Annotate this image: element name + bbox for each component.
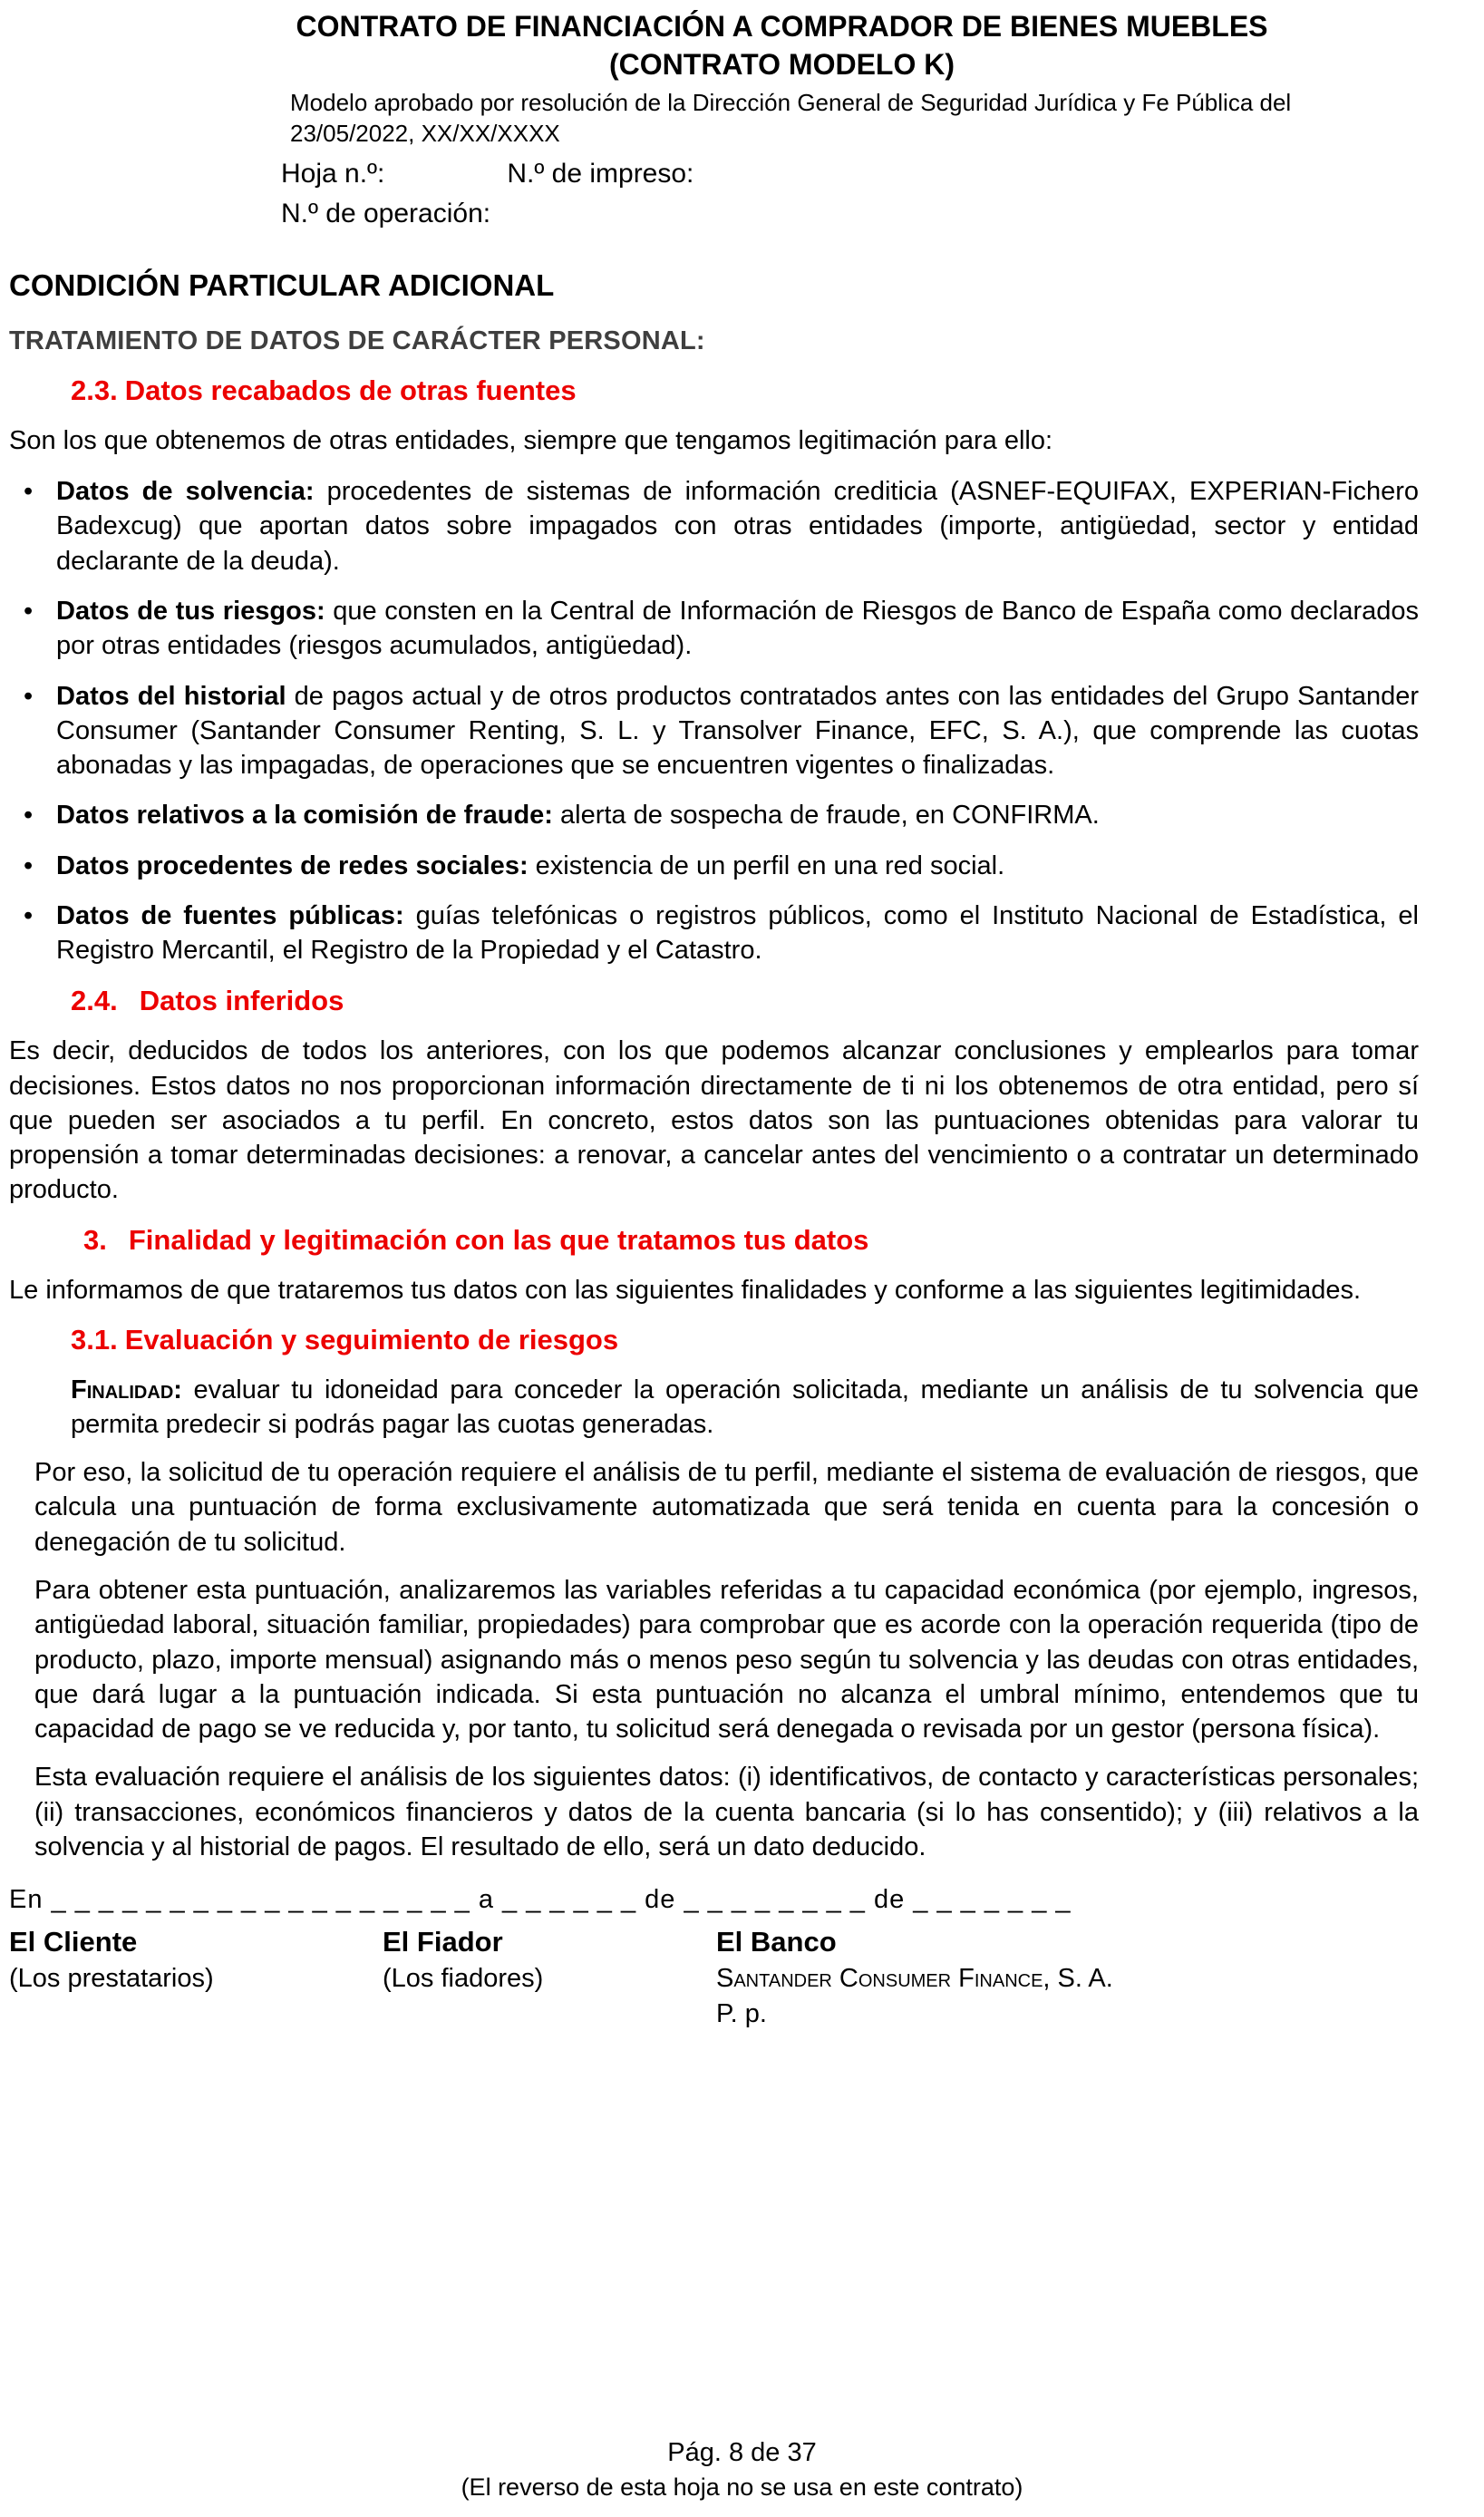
heading-2-4 <box>9 983 1419 1020</box>
page-footer <box>0 2435 1484 2504</box>
purpose-intro-paragraph: Le informamos de que trataremos tus datos con las siguientes finalidades y conforme a las siguientes legitimidades. <box>9 1275 1362 1305</box>
other-sources-list <box>9 474 1419 967</box>
other-sources-intro: Son los que obtenemos de otras entidades, siempre que tengamos legitimación para ello: <box>9 425 1053 455</box>
guarantor-title: El Fiador <box>383 1926 503 1958</box>
bullet-text: existencia de un perfil en una red social. <box>528 850 1005 880</box>
operation-number-label: N.º de operación: <box>281 198 491 228</box>
heading-2-3 <box>9 373 1419 410</box>
bullet-lead: Datos de solvencia: <box>56 477 315 507</box>
finalidad-paragraph <box>71 1373 1419 1443</box>
inferred-data-paragraph: Es decir, deducidos de todos los anteriores, con los que podemos alcanzar conclusiones y emplearlos para tomar decisiones. Estos datos no nos proporcionan información directamente de ti ni los obtenemos de otra entidad, pero sí que pueden ser asociados a tu perfil. En concreto, estos datos son las puntuaciones obtenidas para valorar tu propensión a tomar determinadas decisiones: a renovar, a cancelar antes del vencimiento o a contratar un determinado producto. <box>9 1036 1419 1205</box>
signature-guarantor <box>383 1924 716 2030</box>
bullet-lead: Datos procedentes de redes sociales: <box>56 850 529 880</box>
signature-bank <box>716 1924 1419 2030</box>
reverse-side-note: (El reverso de esta hoja no se usa en este contrato) <box>461 2473 1023 2502</box>
list-item <box>24 679 1419 783</box>
list-item <box>24 798 1419 832</box>
client-title: El Cliente <box>9 1926 138 1958</box>
heading-3-text: Finalidad y legitimación con las que tratamos tus datos <box>128 1223 869 1256</box>
signature-block <box>9 1924 1419 2030</box>
bullet-lead: Datos relativos a la comisión de fraude: <box>56 801 553 831</box>
risk-evaluation-paragraph-1: Por eso, la solicitud de tu operación requiere el análisis de tu perfil, mediante el sistema de evaluación de riesgos, que calcula una puntuación de forma exclusivamente automatizada que será tenida en cuenta para la concesión o denegación de tu solicitud. <box>34 1458 1419 1557</box>
section-title: CONDICIÓN PARTICULAR ADICIONAL <box>9 268 555 303</box>
finalidad-text: evaluar tu idoneidad para conceder la operación solicitada, mediante un análisis de tu solvencia que permita predecir si podrás pagar las cuotas generadas. <box>71 1375 1419 1439</box>
risk-evaluation-paragraph-3: Esta evaluación requiere el análisis de los siguientes datos: (i) identificativos, de contacto y características personales; (ii) transacciones, económicos financieros y datos de la cuenta bancaria (si lo has consentido); y (iii) relativos a la solvencia y al historial de pagos. El resultado de ello, será un dato deducido. <box>34 1763 1419 1861</box>
heading-2-3-text: Datos recabados de otras fuentes <box>124 374 577 406</box>
heading-2-4-text: Datos inferidos <box>139 985 344 1017</box>
heading-3-number: 3. <box>83 1223 107 1256</box>
bullet-lead: Datos de fuentes públicas: <box>56 900 404 930</box>
list-item <box>24 899 1419 968</box>
heading-2-4-number: 2.4. <box>71 985 118 1017</box>
operation-number-row <box>281 196 1419 232</box>
bullet-text: procedentes de sistemas de información crediticia (ASNEF-EQUIFAX, EXPERIAN-Fichero Badexcug) que aportan datos sobre impagados con otras entidades (importe, antigüedad, sector y entidad declarante de la deuda). <box>56 477 1419 576</box>
bullet-text: guías telefónicas o registros públicos, como el Instituto Nacional de Estadística, el Registro Mercantil, el Registro de la Propiedad y el Catastro. <box>56 900 1420 966</box>
contract-subtitle: (CONTRATO MODELO K) <box>609 48 955 82</box>
heading-3 <box>9 1222 1419 1259</box>
bullet-text: de pagos actual y de otros productos contratados antes con las entidades del Grupo Santander Consumer (Santander Consumer Renting, S. L. y Transolver Finance, EFC, S. A.), que comprende las cuotas abonadas y las impagadas, de operaciones que se encuentren vigentes o finalizadas. <box>56 681 1419 781</box>
list-item <box>24 849 1419 883</box>
guarantor-subtitle: (Los fiadores) <box>383 1964 544 1994</box>
page-number: Pág. 8 de 37 <box>667 2438 817 2468</box>
heading-3-1 <box>9 1322 1419 1359</box>
sheet-number-label: Hoja n.º: <box>281 159 385 189</box>
section-subtitle: TRATAMIENTO DE DATOS DE CARÁCTER PERSONAL: <box>9 326 705 355</box>
finalidad-label: Finalidad: <box>71 1375 182 1404</box>
list-item <box>24 594 1419 664</box>
risk-evaluation-paragraph-2: Para obtener esta puntuación, analizaremos las variables referidas a tu capacidad económica (por ejemplo, ingresos, antigüedad laboral, situación familiar, propiedades) para comprobar que es acorde con la operación requerida (tipo de producto, plazo, importe mensual) asignando más o menos peso según tu solvencia y las deudas con otras entidades, que dará lugar a la puntuación indicada. Si esta puntuación no alcanza el umbral mínimo, entendemos que tu capacidad de pago se ve reducida y, por tanto, tu solicitud será denegada o revisada por un gestor (persona física). <box>34 1576 1419 1744</box>
print-number-label: N.º de impreso: <box>507 159 694 189</box>
document-header <box>145 7 1419 231</box>
bank-pp: P. p. <box>716 1998 767 2028</box>
bank-title: El Banco <box>716 1926 837 1958</box>
contract-title: CONTRATO DE FINANCIACIÓN A COMPRADOR DE BIENES MUEBLES <box>296 10 1268 43</box>
heading-2-3-number: 2.3. <box>71 374 118 406</box>
sheet-number-row <box>281 156 1419 192</box>
signing-place-date-line: En _ _ _ _ _ _ _ _ _ _ _ _ _ _ _ _ _ _ a _ _ _ _ _ _ de _ _ _ _ _ _ _ _ de _ _ _ _ _ _ _ <box>9 1885 1072 1915</box>
bank-name: Santander Consumer Finance, S. A. <box>716 1964 1113 1994</box>
bullet-text: alerta de sospecha de fraude, en CONFIRMA. <box>552 801 1100 831</box>
signature-client <box>9 1924 383 2030</box>
list-item <box>24 474 1419 578</box>
bullet-text: que consten en la Central de Información de Riesgos de Banco de España como declarados por otras entidades (riesgos acumulados, antigüedad). <box>56 596 1420 661</box>
approval-note: Modelo aprobado por resolución de la Dirección General de Seguridad Jurídica y Fe Pública del 23/05/2022, XX/XX/XXXX <box>290 89 1292 147</box>
heading-3-1-number: 3.1. <box>71 1323 118 1356</box>
heading-3-1-text: Evaluación y seguimiento de riesgos <box>124 1323 619 1356</box>
bullet-lead: Datos del historial <box>56 681 286 711</box>
client-subtitle: (Los prestatarios) <box>9 1964 214 1994</box>
bullet-lead: Datos de tus riesgos: <box>56 596 325 626</box>
